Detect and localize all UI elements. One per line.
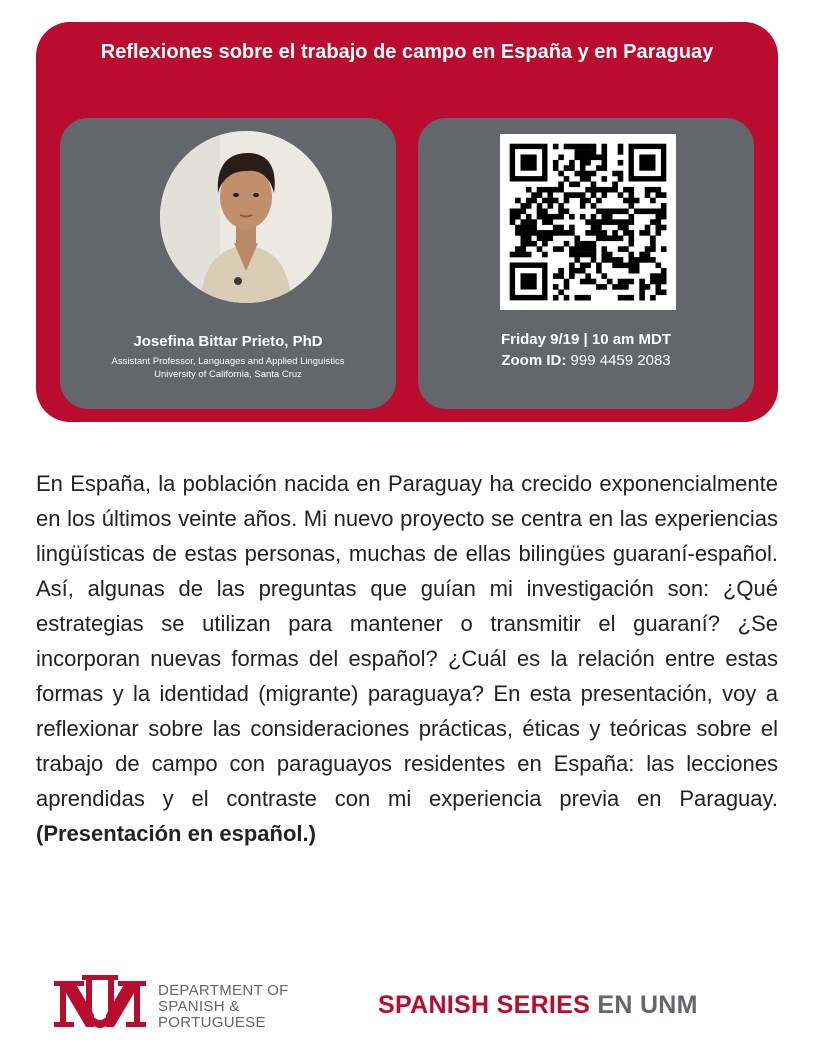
language-note: (Presentación en español.) — [36, 821, 316, 846]
department-name — [158, 983, 289, 1031]
series-title — [378, 991, 698, 1020]
zoom-info — [418, 352, 754, 369]
event-banner — [36, 22, 778, 422]
speaker-card — [60, 118, 396, 409]
event-description — [36, 466, 778, 851]
speaker-institution: University of California, Santa Cruz — [154, 369, 302, 380]
department-line: DEPARTMENT OF — [158, 982, 289, 999]
event-date-time: Friday 9/19 | 10 am MDT — [500, 331, 672, 348]
department-line: PORTUGUESE — [158, 1014, 266, 1031]
event-info-card — [418, 118, 754, 409]
series-title-part2: EN UNM — [597, 991, 698, 1019]
speaker-name: Josefina Bittar Prieto, PhD — [133, 333, 323, 350]
description-body: En España, la población nacida en Paraguay ha crecido exponencialmente en los últimos veinte años. Mi nuevo proyecto se centra en las experiencias lingüísticas de estas personas, muchas de ellas bilingües guaraní-español. Así, algunas de las preguntas que guían mi investigación son: ¿Qué estrategias se utilizan para mantener o transmitir el guaraní? ¿Se incorporan nuevas formas del español? ¿Cuál es la relación entre estas formas y la identidad (migrante) paraguaya? En esta presentación, voy a reflexionar sobre las consideraciones prácticas, éticas y teóricas sobre el trabajo de campo con paraguayos residentes en España: las lecciones aprendidas y el contraste con mi experiencia previa en Paraguay. — [36, 471, 778, 811]
speaker-photo — [160, 131, 332, 303]
zoom-label: Zoom ID: — [501, 352, 567, 369]
zoom-id: 999 4459 2083 — [570, 352, 671, 369]
event-title: Reflexiones sobre el trabajo de campo en España y en Paraguay — [100, 41, 714, 63]
speaker-role: Assistant Professor, Languages and Applied Linguistics — [111, 356, 345, 367]
department-line: SPANISH & — [158, 998, 240, 1015]
series-title-part1: SPANISH SERIES — [378, 991, 591, 1019]
qr-code-icon[interactable] — [500, 134, 676, 310]
unm-logo-icon — [52, 975, 148, 1035]
